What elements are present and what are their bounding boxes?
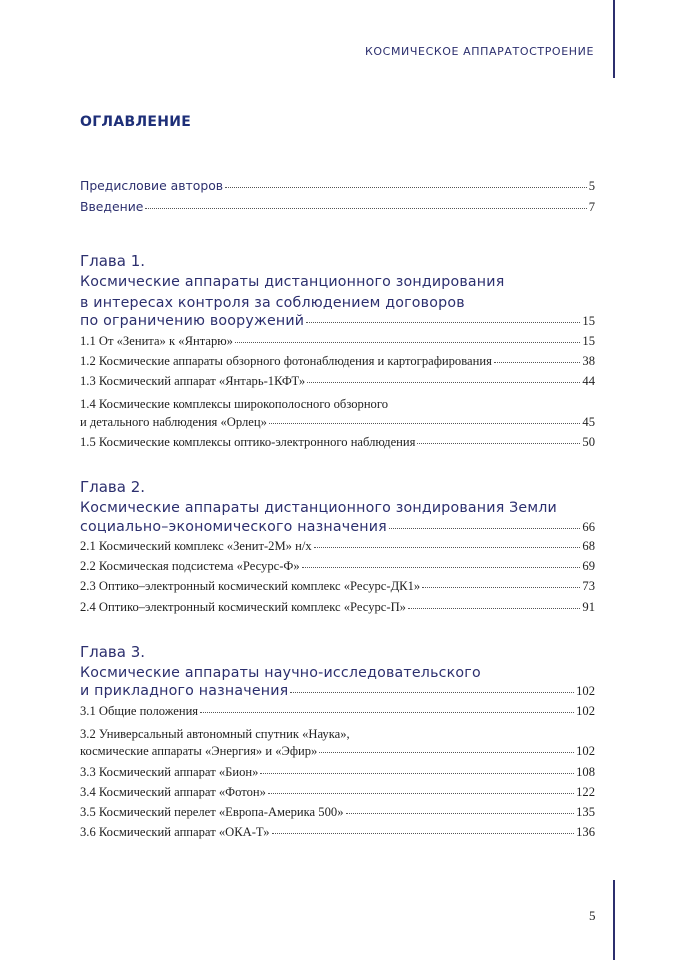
table-of-contents xyxy=(80,178,595,845)
section-page: 91 xyxy=(582,599,595,614)
section-page: 102 xyxy=(576,744,595,759)
leader-dots xyxy=(260,773,574,774)
chapter-title-line[interactable]: в интересах контроля за соблюдением договоров xyxy=(80,294,465,311)
leader-dots xyxy=(302,567,581,568)
toc-section-entry[interactable] xyxy=(80,354,595,374)
section-label: 1.1 От «Зенита» к «Янтарю» xyxy=(80,333,233,348)
toc-section-entry[interactable] xyxy=(80,805,595,825)
toc-section-entry[interactable] xyxy=(80,435,595,455)
section-label: 2.2 Космическая подсистема «Ресурс-Ф» xyxy=(80,559,300,574)
page-number: 5 xyxy=(589,908,596,923)
section-page: 15 xyxy=(582,333,595,348)
leader-dots xyxy=(314,547,581,548)
leader-dots xyxy=(417,443,580,444)
toc-section-entry[interactable] xyxy=(80,765,595,785)
toc-section-entry[interactable] xyxy=(80,415,595,435)
chapter-heading: Глава 3. xyxy=(80,642,146,661)
section-label: 2.1 Космический комплекс «Зенит-2М» н/х xyxy=(80,539,312,554)
chapter-title-entry[interactable] xyxy=(80,519,595,540)
section-page: 68 xyxy=(582,539,595,554)
margin-rule-bottom xyxy=(613,880,615,960)
toc-section-entry[interactable] xyxy=(80,579,595,599)
section-label: 3.6 Космический аппарат «ОКА-Т» xyxy=(80,825,270,840)
leader-dots xyxy=(346,813,575,814)
toc-section-entry[interactable] xyxy=(80,334,595,354)
leader-dots xyxy=(235,342,580,343)
chapter-title-label: социально–экономического назначения xyxy=(80,518,387,535)
toc-section-entry[interactable] xyxy=(80,744,595,764)
section-label: 1.5 Космические комплексы оптико-электронного наблюдения xyxy=(80,434,416,449)
section-page: 50 xyxy=(582,434,595,449)
chapter-page: 66 xyxy=(582,519,595,534)
section-label: 1.3 Космический аппарат «Янтарь-1КФТ» xyxy=(80,374,306,389)
chapter-title-label: и прикладного назначения xyxy=(80,683,289,700)
leader-dots xyxy=(200,712,574,713)
toc-section-entry[interactable] xyxy=(80,600,595,620)
leader-dots xyxy=(422,587,580,588)
leader-dots xyxy=(307,382,580,383)
toc-section-entry[interactable] xyxy=(80,374,595,394)
toc-section-entry[interactable] xyxy=(80,559,595,579)
section-label: 2.4 Оптико–электронный космический комплекс «Ресурс-П» xyxy=(80,599,406,614)
toc-entry-label: Введение xyxy=(80,198,144,214)
toc-section-entry[interactable] xyxy=(80,825,595,845)
section-label: и детального наблюдения «Орлец» xyxy=(80,414,267,429)
leader-dots xyxy=(272,833,575,834)
section-label-line[interactable]: 1.4 Космические комплексы широкополосного обзорного xyxy=(80,397,388,412)
section-page: 136 xyxy=(576,825,595,840)
section-label: 3.1 Общие положения xyxy=(80,704,199,719)
chapter-title-line[interactable]: Космические аппараты дистанционного зондирования Земли xyxy=(80,499,557,516)
chapter-page: 102 xyxy=(576,684,595,699)
section-label: 1.2 Космические аппараты обзорного фотонаблюдения и картографирования xyxy=(80,353,492,368)
section-label: 3.3 Космический аппарат «Бион» xyxy=(80,764,259,779)
chapter-page: 15 xyxy=(582,314,595,329)
section-page: 102 xyxy=(576,704,595,719)
section-page: 38 xyxy=(582,353,595,368)
leader-dots xyxy=(269,423,580,424)
chapter-1 xyxy=(80,251,595,455)
chapter-heading: Глава 2. xyxy=(80,477,146,496)
leader-dots xyxy=(408,608,580,609)
toc-entry-page: 7 xyxy=(588,199,595,214)
toc-entry-preface[interactable] xyxy=(80,178,595,199)
chapter-title-entry[interactable] xyxy=(80,313,595,334)
section-page: 69 xyxy=(582,559,595,574)
chapter-heading: Глава 1. xyxy=(80,252,146,270)
section-page: 122 xyxy=(576,784,595,799)
chapter-title-line[interactable]: Космические аппараты дистанционного зондирования xyxy=(80,274,505,290)
chapter-title-label: по ограничению вооружений xyxy=(80,313,305,330)
toc-entry-introduction[interactable] xyxy=(80,199,595,220)
leader-dots xyxy=(389,528,581,529)
chapter-title-line[interactable]: Космические аппараты научно-исследовательского xyxy=(80,664,481,681)
chapter-3 xyxy=(80,642,595,846)
section-page: 73 xyxy=(582,579,595,594)
section-page: 45 xyxy=(582,414,595,429)
leader-dots xyxy=(225,187,587,188)
running-header: КОСМИЧЕСКОЕ АППАРАТОСТРОЕНИЕ xyxy=(365,45,594,58)
section-label: 3.4 Космический аппарат «Фотон» xyxy=(80,784,266,799)
toc-entry-label: Предисловие авторов xyxy=(80,178,224,193)
leader-dots xyxy=(268,793,574,794)
chapter-2 xyxy=(80,477,595,620)
section-label: 2.3 Оптико–электронный космический комплекс «Ресурс-ДК1» xyxy=(80,579,421,594)
leader-dots xyxy=(306,322,580,323)
section-page: 108 xyxy=(576,764,595,779)
toc-title: ОГЛАВЛЕНИЕ xyxy=(80,114,192,130)
leader-dots xyxy=(145,208,586,209)
chapter-title-entry[interactable] xyxy=(80,683,595,704)
section-label-line[interactable]: 3.2 Универсальный автономный спутник «Наука», xyxy=(80,727,350,742)
leader-dots xyxy=(494,362,581,363)
section-label: 3.5 Космический перелет «Европа-Америка 500» xyxy=(80,804,344,819)
toc-section-entry[interactable] xyxy=(80,785,595,805)
chapter-list xyxy=(80,251,595,845)
section-page: 44 xyxy=(582,374,595,389)
toc-section-entry[interactable] xyxy=(80,539,595,559)
leader-dots xyxy=(290,692,574,693)
toc-section-entry[interactable] xyxy=(80,704,595,724)
leader-dots xyxy=(319,752,574,753)
section-label: космические аппараты «Энергия» и «Эфир» xyxy=(80,744,318,759)
section-page: 135 xyxy=(576,804,595,819)
margin-rule-top xyxy=(613,0,615,78)
toc-entry-page: 5 xyxy=(588,179,595,193)
